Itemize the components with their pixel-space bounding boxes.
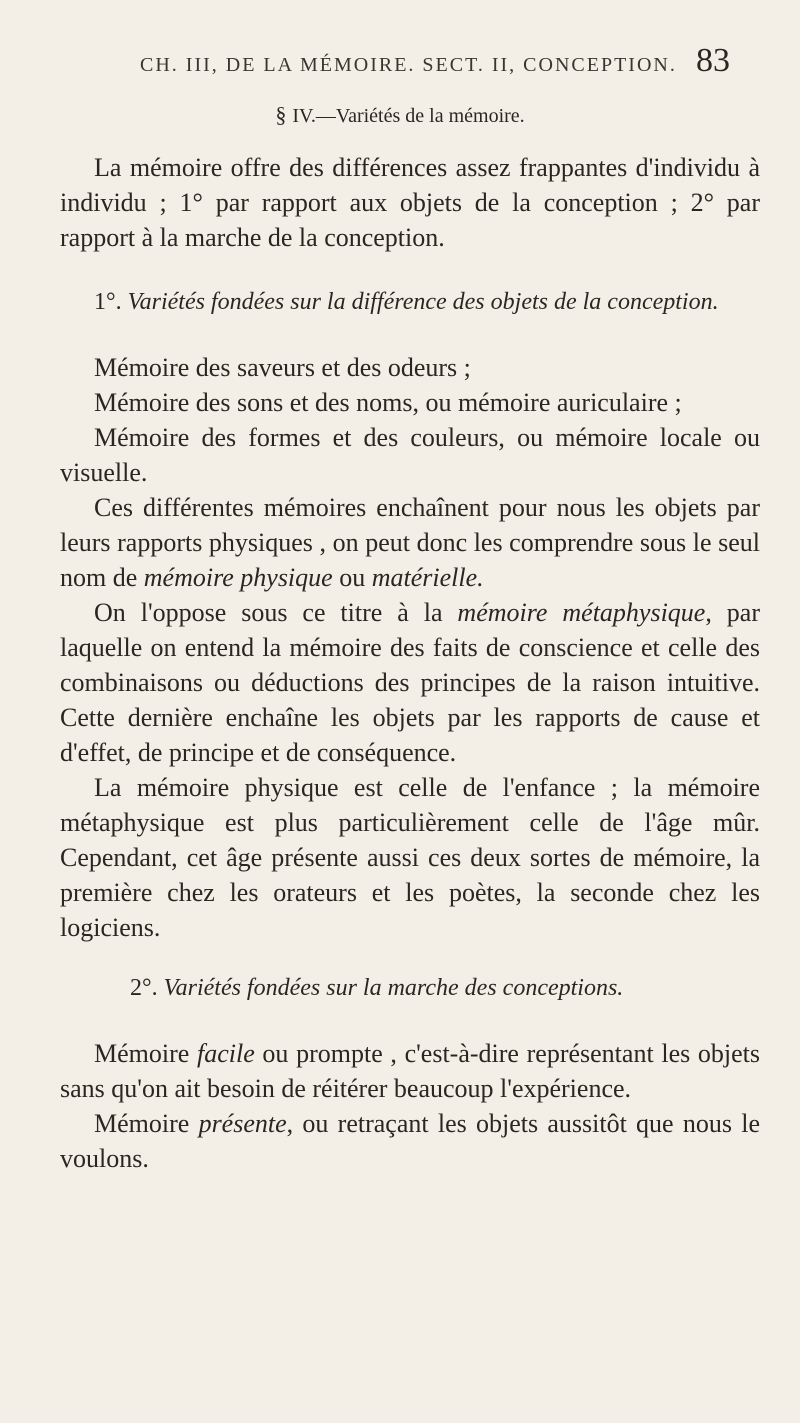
running-title: CH. III, DE LA MÉMOIRE. SECT. II, CONCEPTION. — [140, 54, 677, 76]
running-head — [130, 42, 730, 82]
paragraph-metaphysique-text: , par laquelle on entend la mémoire des faits de conscience et celle des combinaisons ou déductions des principes de la raison intuitive. Cette dernière enchaîne les objets par les rapports de cause et d'effet, de principe et de conséquence. — [60, 598, 760, 767]
subheading-text: Variétés fondées sur la marche des conceptions. — [163, 975, 624, 1001]
section-heading — [0, 102, 800, 128]
term-materielle: matérielle. — [371, 563, 484, 592]
paragraph-metaphysique — [60, 595, 760, 770]
section-mark: § — [275, 102, 287, 127]
paragraph-physique-text: Ces différentes mémoires enchaînent pour nous les objets par leurs rapports physiques , on peut donc les comprendre sous le seul nom de — [60, 493, 760, 592]
page-number: 83 — [696, 42, 730, 79]
term-memoire-physique: mémoire physique — [143, 563, 333, 592]
subheading-text: Variétés fondées sur la différence des objets de la conception. — [127, 289, 719, 315]
subheading-number: 2°. — [130, 975, 158, 1001]
paragraph-presente-lead: Mémoire — [94, 1109, 199, 1138]
paragraph-physique-connector: ou — [332, 563, 372, 592]
paragraph-facile — [60, 1036, 760, 1106]
subheading-marche — [60, 971, 760, 1006]
term-memoire-metaphysique: mémoire métaphysique — [457, 598, 706, 627]
section-title: IV.—Variétés de la mémoire. — [292, 105, 525, 127]
intro-paragraph: La mémoire offre des différences assez frappantes d'individu à individu ; 1° par rapport aux objets de la conception ; 2° par rapport à la marche de la conception. — [60, 153, 760, 252]
subheading-number: 1°. — [94, 289, 122, 315]
paragraph-presente — [60, 1106, 760, 1176]
term-facile: facile — [196, 1039, 255, 1068]
paragraph-ages: La mémoire physique est celle de l'enfance ; la mémoire métaphysique est plus particulièrement celle de l'âge mûr. Cependant, cet âge présente aussi ces deux sortes de mémoire, la première chez les orateurs et les poètes, la seconde chez les logiciens. — [60, 773, 760, 942]
paragraph-presente-text: , ou retraçant les objets aussitôt que nous le voulons. — [60, 1109, 760, 1173]
body-text — [60, 150, 760, 1176]
paragraph-metaphysique-lead: On l'oppose sous ce titre à la — [94, 598, 458, 627]
paragraph-facile-lead: Mémoire — [94, 1039, 197, 1068]
paragraph-facile-text: ou prompte , c'est-à-dire représentant les objets sans qu'on ait besoin de réitérer beaucoup l'expérience. — [60, 1039, 760, 1103]
paragraph-physique — [60, 490, 760, 595]
term-presente: présente — [198, 1109, 287, 1138]
list-item-formes: Mémoire des formes et des couleurs, ou mémoire locale ou visuelle. — [60, 423, 760, 487]
list-item-sons: Mémoire des sons et des noms, ou mémoire auriculaire ; — [94, 388, 682, 417]
list-item-saveurs: Mémoire des saveurs et des odeurs ; — [94, 353, 471, 382]
subheading-objects — [60, 285, 760, 320]
